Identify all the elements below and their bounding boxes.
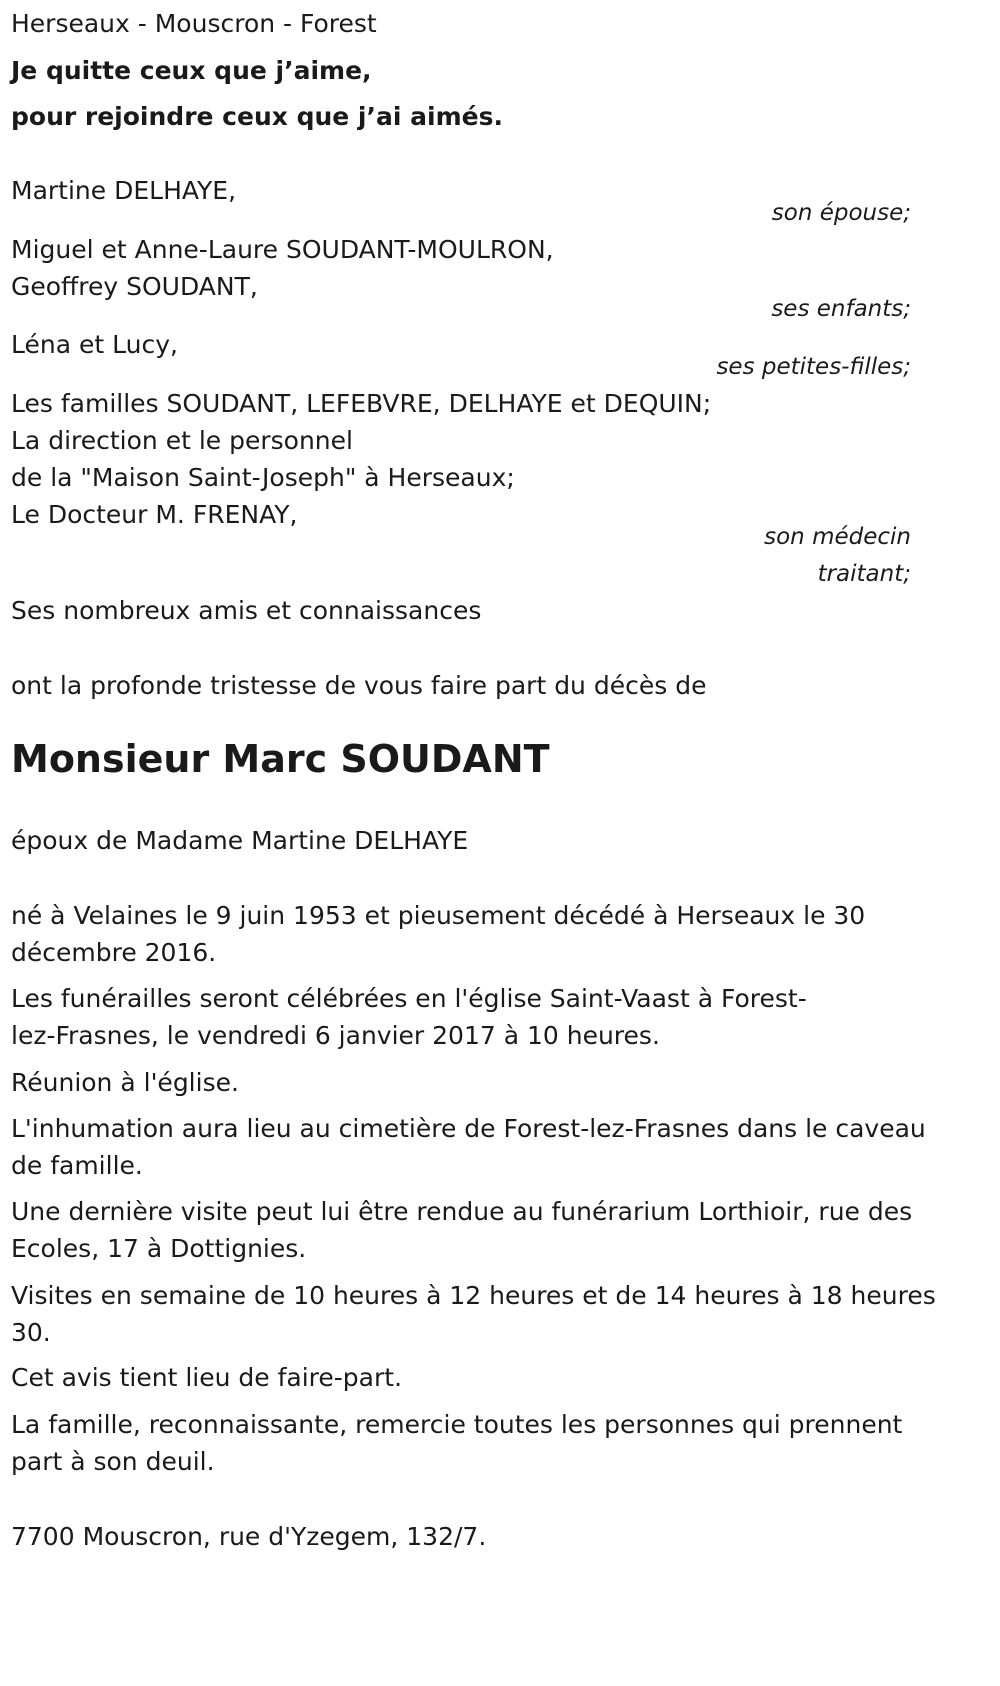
- children-line-1: Miguel et Anne-Laure SOUDANT-MOULRON,: [11, 235, 554, 264]
- quote-line-1: Je quitte ceux que j’aime,: [11, 56, 372, 85]
- children-role: ses enfants;: [771, 296, 911, 322]
- burial-line-2: de famille.: [11, 1151, 143, 1180]
- visit-line-1: Une dernière visite peut lui être rendue au funérarium Lorthioir, rue des: [11, 1197, 913, 1226]
- location-line: Herseaux - Mouscron - Forest: [11, 9, 377, 38]
- funeral-line-2: lez-Frasnes, le vendredi 6 janvier 2017 à 10 heures.: [11, 1021, 660, 1050]
- direction-line-2: de la "Maison Saint-Joseph" à Herseaux;: [11, 463, 515, 492]
- doctor-role-line-1: son médecin: [764, 524, 911, 550]
- hours-line-1: Visites en semaine de 10 heures à 12 heures et de 14 heures à 18 heures: [11, 1281, 936, 1310]
- birth-death-line-1: né à Velaines le 9 juin 1953 et pieusement décédé à Herseaux le 30: [11, 901, 866, 930]
- deceased-name: Monsieur Marc SOUDANT: [11, 737, 550, 781]
- children-line-2: Geoffrey SOUDANT,: [11, 272, 258, 301]
- thanks-line-2: part à son deuil.: [11, 1447, 215, 1476]
- announcement-line: ont la profonde tristesse de vous faire part du décès de: [11, 671, 707, 700]
- friends-line: Ses nombreux amis et connaissances: [11, 596, 482, 625]
- meeting-line: Réunion à l'église.: [11, 1068, 239, 1097]
- funeral-line-1: Les funérailles seront célébrées en l'église Saint-Vaast à Forest-: [11, 984, 807, 1013]
- address-line: 7700 Mouscron, rue d'Yzegem, 132/7.: [11, 1522, 487, 1551]
- burial-line-1: L'inhumation aura lieu au cimetière de Forest-lez-Frasnes dans le caveau: [11, 1114, 926, 1143]
- grandchildren-name: Léna et Lucy,: [11, 330, 178, 359]
- spouse-of-line: époux de Madame Martine DELHAYE: [11, 826, 469, 855]
- thanks-line-1: La famille, reconnaissante, remercie toutes les personnes qui prennent: [11, 1410, 903, 1439]
- quote-line-2: pour rejoindre ceux que j’ai aimés.: [11, 102, 503, 131]
- birth-death-line-2: décembre 2016.: [11, 938, 217, 967]
- hours-line-2: 30.: [11, 1318, 51, 1347]
- direction-line-1: La direction et le personnel: [11, 426, 353, 455]
- doctor-role-line-2: traitant;: [817, 561, 911, 587]
- notice-line: Cet avis tient lieu de faire-part.: [11, 1363, 403, 1392]
- families-line: Les familles SOUDANT, LEFEBVRE, DELHAYE et DEQUIN;: [11, 389, 712, 418]
- spouse-role: son épouse;: [771, 200, 911, 226]
- grandchildren-role: ses petites-filles;: [716, 354, 911, 380]
- visit-line-2: Ecoles, 17 à Dottignies.: [11, 1234, 307, 1263]
- spouse-name: Martine DELHAYE,: [11, 176, 237, 205]
- doctor-name: Le Docteur M. FRENAY,: [11, 500, 298, 529]
